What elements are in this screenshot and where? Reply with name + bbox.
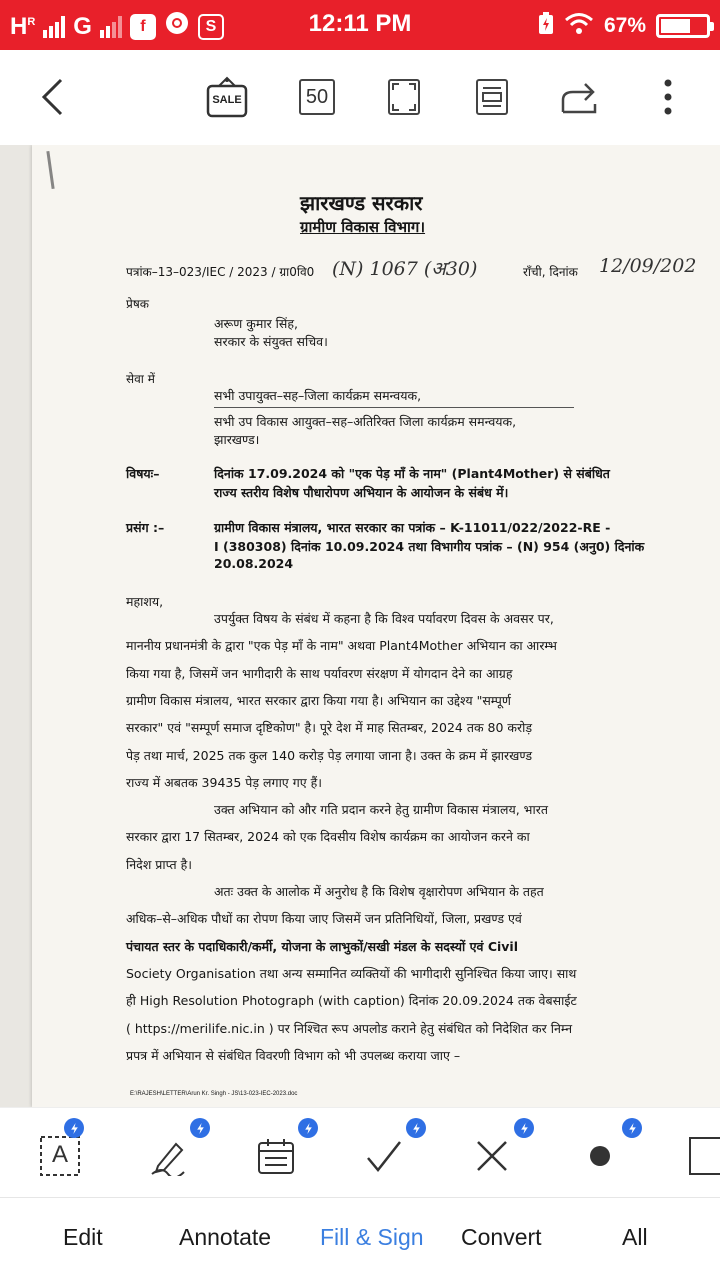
dot-tool-button[interactable] xyxy=(580,1130,636,1186)
tab-convert[interactable]: Convert xyxy=(461,1224,542,1250)
status-right xyxy=(538,11,710,41)
cross-tool-button[interactable] xyxy=(472,1130,528,1186)
signature-tool-button[interactable] xyxy=(148,1130,204,1186)
body-line: अतः उक्त के आलोक में अनुरोध है कि विशेष वृक्षारोपण अभियान के तहत xyxy=(214,884,544,899)
recipient-divider xyxy=(214,407,574,408)
recipient-line: सभी उप विकास आयुक्त–सह–अतिरिक्त जिला कार्यक्रम समन्वयक, xyxy=(214,414,517,429)
status-bar xyxy=(0,0,720,50)
sender-label: प्रेषक xyxy=(126,297,149,311)
body-line: सरकार द्वारा 17 सितम्बर, 2024 को एक दिवसीय विशेष कार्यक्रम का आयोजन करने का xyxy=(126,829,530,844)
body-line: राज्य में अबतक 39435 पेड़ लगाए गए हैं। xyxy=(126,775,322,790)
s-app-icon: S xyxy=(198,14,224,40)
document-viewport[interactable] xyxy=(0,145,720,1107)
cross-icon xyxy=(472,1136,512,1176)
check-icon xyxy=(364,1136,404,1176)
share-icon xyxy=(559,78,601,116)
letter-number-handwritten: (N) 1067 (अ30) xyxy=(332,258,478,280)
text-box-glyph: A xyxy=(51,1141,68,1168)
pro-badge-icon xyxy=(64,1118,84,1138)
pro-badge-icon xyxy=(190,1118,210,1138)
body-line: पेड़ तथा मार्च, 2025 तक कुल 140 करोड़ पेड़ लगाया जाना है। उक्त के क्रम में झारखण्ड xyxy=(126,748,533,763)
share-button[interactable] xyxy=(558,72,602,122)
body-line: पंचायत स्तर के पदाधिकारी/कर्मी, योजना के लाभुकों/सखी मंडल के सदस्यों एवं Civil xyxy=(126,939,519,954)
recipient-line: झारखण्ड। xyxy=(214,432,260,447)
subject-line: दिनांक 17.09.2024 को "एक पेड़ माँ के नाम" (Plant4Mother) से संबंधित xyxy=(214,466,610,481)
reference-line: ग्रामीण विकास मंत्रालय, भारत सरकार का पत्रांक – K-11011/022/2022-RE - xyxy=(214,520,611,535)
date-tool-button[interactable] xyxy=(256,1130,312,1186)
doc-title: झारखण्ड सरकार xyxy=(300,191,423,215)
page-margin-mark xyxy=(46,151,54,189)
tab-annotate[interactable]: Annotate xyxy=(179,1224,272,1250)
zoom-level: 50 xyxy=(299,79,335,115)
to-label: सेवा में xyxy=(126,372,155,386)
sender-name: अरूण कुमार सिंह, xyxy=(214,316,298,331)
footer-path: E:\RAJESH\LETTER\Arun Kr. Singh - JS\13-023-IEC-2023.doc xyxy=(130,1091,298,1097)
rectangle-icon xyxy=(688,1136,720,1176)
recipient-line: सभी उपायुक्त–सह–जिला कार्यक्रम समन्वयक, xyxy=(214,388,422,403)
reader-view-icon xyxy=(475,78,509,116)
zoom-button[interactable] xyxy=(297,72,337,122)
body-line: ही High Resolution Photograph (with caption) दिनांक 20.09.2024 तक वेबसाईट xyxy=(126,993,577,1008)
body-line: सरकार" एवं "सम्पूर्ण समाज दृष्टिकोण" है। पूरे देश में माह सितम्बर, 2024 तक 80 करोड़ xyxy=(126,720,533,735)
letter-number: पत्रांक–13–023/IEC / 2023 / ग्रा0वि0 xyxy=(126,265,315,279)
reference-label: प्रसंग :– xyxy=(126,520,165,535)
sale-label: SALE xyxy=(212,94,242,106)
reader-view-button[interactable] xyxy=(472,72,512,122)
subject-line: राज्य स्तरीय विशेष पौधारोपण अभियान के आयोजन के संबंध में। xyxy=(214,485,509,500)
pro-badge-icon xyxy=(622,1118,642,1138)
signature-icon xyxy=(148,1136,188,1176)
tab-fill-sign[interactable]: Fill & Sign xyxy=(320,1224,424,1250)
body-line: प्रपत्र में अभियान से संबंधित विवरणी विभाग को भी उपलब्ध कराया जाए – xyxy=(126,1048,461,1063)
pro-badge-icon xyxy=(406,1118,426,1138)
salutation: महाशय, xyxy=(126,594,164,609)
chevron-left-icon xyxy=(39,77,65,117)
carrier2-label: G xyxy=(73,12,92,40)
sale-tag-icon xyxy=(206,76,248,118)
fit-screen-icon xyxy=(387,78,421,116)
body-line: माननीय प्रधानमंत्री के द्वारा "एक पेड़ माँ के नाम" अथवा Plant4Mother अभियान का आरम्भ xyxy=(126,638,557,653)
pro-badge-icon xyxy=(298,1118,318,1138)
more-vert-icon xyxy=(663,77,673,117)
text-tool-button[interactable] xyxy=(40,1130,96,1186)
date-handwritten: 12/09/202 xyxy=(599,255,697,277)
fill-sign-toolbar xyxy=(0,1107,720,1197)
tab-edit[interactable]: Edit xyxy=(63,1224,103,1250)
place-date-label: राँची, दिनांक xyxy=(523,265,578,279)
battery-percent: 67% xyxy=(603,14,646,37)
date-icon xyxy=(256,1136,296,1176)
reference-line: I (380308) दिनांक 10.09.2024 तथा विभागीय पत्रांक – (N) 954 (अनु0) दिनांक xyxy=(214,539,645,554)
battery-icon xyxy=(656,14,710,38)
sender-designation: सरकार के संयुक्त सचिव। xyxy=(214,334,328,349)
body-line: किया गया है, जिसमें जन भागीदारी के साथ पर्यावरण संरक्षण में योगदान देने का आग्रह xyxy=(126,666,513,681)
body-line: Society Organisation तथा अन्य सम्मानित व्यक्तियों की भागीदारी सुनिश्चित किया जाए। साथ xyxy=(126,966,577,981)
bottom-tab-bar xyxy=(0,1197,720,1280)
reference-line: 20.08.2024 xyxy=(214,556,294,571)
dot-icon xyxy=(580,1136,620,1176)
back-button[interactable] xyxy=(30,72,74,122)
check-tool-button[interactable] xyxy=(364,1130,420,1186)
facebook-icon: f xyxy=(130,14,156,40)
body-line: ( https://merilife.nic.in ) पर निश्चित रूप अपलोड कराने हेतु संबंधित को निदेशित कर निम्न xyxy=(126,1021,573,1036)
clock: 12:11 PM xyxy=(308,10,412,37)
subject-label: विषयः– xyxy=(126,466,160,481)
fit-screen-button[interactable] xyxy=(384,72,424,122)
wifi-icon xyxy=(564,11,594,41)
pro-badge-icon xyxy=(514,1118,534,1138)
body-line: उक्त अभियान को और गति प्रदान करने हेतु ग्रामीण विकास मंत्रालय, भारत xyxy=(214,802,548,817)
body-line: उपर्युक्त विषय के संबंध में कहना है कि विश्व पर्यावरण दिवस के अवसर पर, xyxy=(214,611,554,626)
top-toolbar xyxy=(0,50,720,145)
battery-saver-icon xyxy=(538,11,554,41)
more-options-button[interactable] xyxy=(654,72,682,122)
carrier1-label: $H^R$ xyxy=(10,12,36,40)
rectangle-tool-button[interactable] xyxy=(688,1130,720,1186)
document-page[interactable] xyxy=(32,145,720,1107)
body-line: अधिक–से–अधिक पौधों का रोपण किया जाए जिसमें जन प्रतिनिधियों, जिला, प्रखण्ड एवं xyxy=(126,911,522,926)
tab-all[interactable]: All xyxy=(622,1224,648,1250)
doc-department: ग्रामीण विकास विभाग। xyxy=(300,218,426,236)
body-line: निदेश प्राप्त है। xyxy=(126,857,192,872)
sale-button[interactable] xyxy=(204,72,250,122)
body-line: ग्रामीण विकास मंत्रालय, भारत सरकार द्वारा किया गया है। अभियान का उद्देश्य "सम्पूर्ण xyxy=(126,693,511,708)
